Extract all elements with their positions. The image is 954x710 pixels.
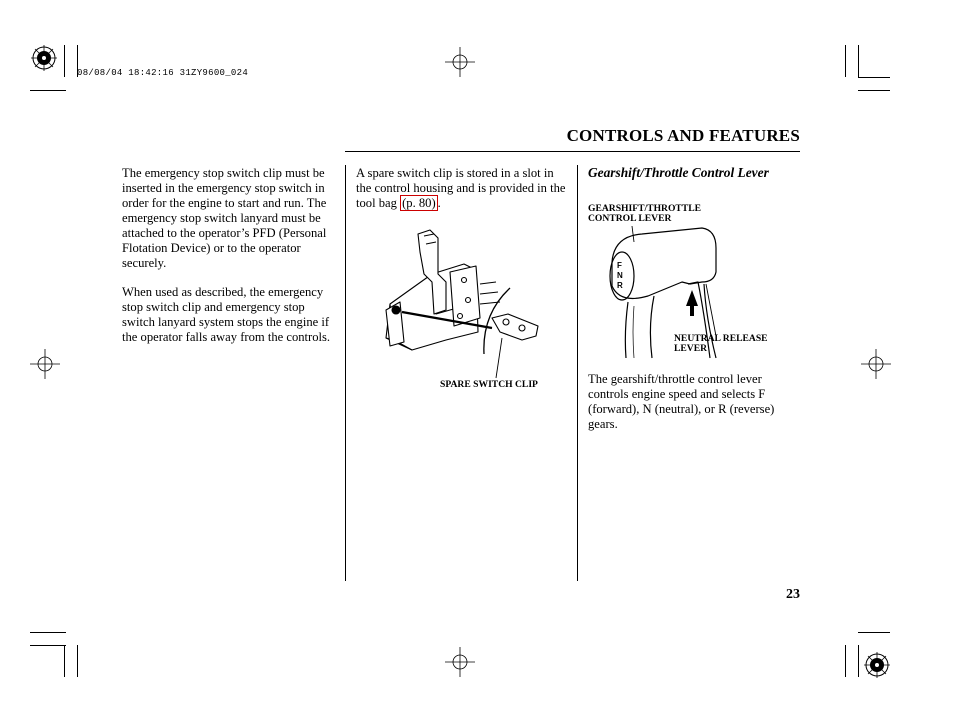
middle-column	[356, 166, 570, 211]
print-stamp: 08/08/04 18:42:16 31ZY9600_024	[77, 68, 249, 78]
gearshift-paragraph: The gearshift/throttle control lever controls engine speed and selects F (forward), N (neutral), or R (reverse) gears.	[588, 372, 775, 431]
lanyard-paragraph: When used as described, the emergency stop switch clip and emergency stop switch lanyard system stops the engine if the operator falls away from the controls.	[122, 285, 331, 344]
up-arrow-icon	[686, 290, 698, 316]
spare-clip-paragraph	[356, 166, 570, 211]
crosshair-mark-icon	[861, 349, 891, 379]
header-rule	[345, 151, 800, 152]
page-title: CONTROLS AND FEATURES	[566, 126, 800, 145]
right-column-text	[588, 372, 800, 432]
crosshair-mark-icon	[445, 647, 475, 677]
crosshair-mark-icon	[30, 349, 60, 379]
registration-target-icon	[28, 42, 60, 74]
lever-neutral-mark: N	[617, 271, 623, 280]
spare-clip-text-end: .	[437, 196, 441, 210]
gearshift-heading: Gearshift/Throttle Control Lever	[588, 165, 769, 180]
column-divider	[345, 165, 346, 581]
stop-switch-paragraph: The emergency stop switch clip must be inserted in the emergency stop switch in order for the engine to start and run. The emergency stop switch lanyard must be attached to the operator’s PFD (Personal Flotation Device) or to the operator securely.	[122, 166, 327, 270]
crosshair-mark-icon	[445, 47, 475, 77]
neutral-release-lever-label: NEUTRAL RELEASE LEVER	[674, 333, 768, 354]
lever-reverse-mark: R	[617, 281, 623, 290]
left-column	[122, 166, 340, 359]
registration-target-icon	[861, 649, 893, 681]
page-reference-link[interactable]: (p. 80)	[402, 196, 436, 210]
control-housing-illustration	[372, 222, 562, 382]
spare-clip-text: A spare switch clip is stored in a slot in the control housing and is provided in the tool bag	[356, 166, 566, 210]
gearshift-lever-label: GEARSHIFT/THROTTLE CONTROL LEVER	[588, 203, 702, 224]
page-number: 23	[786, 587, 800, 602]
lever-forward-mark: F	[617, 261, 622, 270]
column-divider	[577, 165, 578, 581]
spare-switch-clip-label: SPARE SWITCH CLIP	[440, 379, 538, 390]
